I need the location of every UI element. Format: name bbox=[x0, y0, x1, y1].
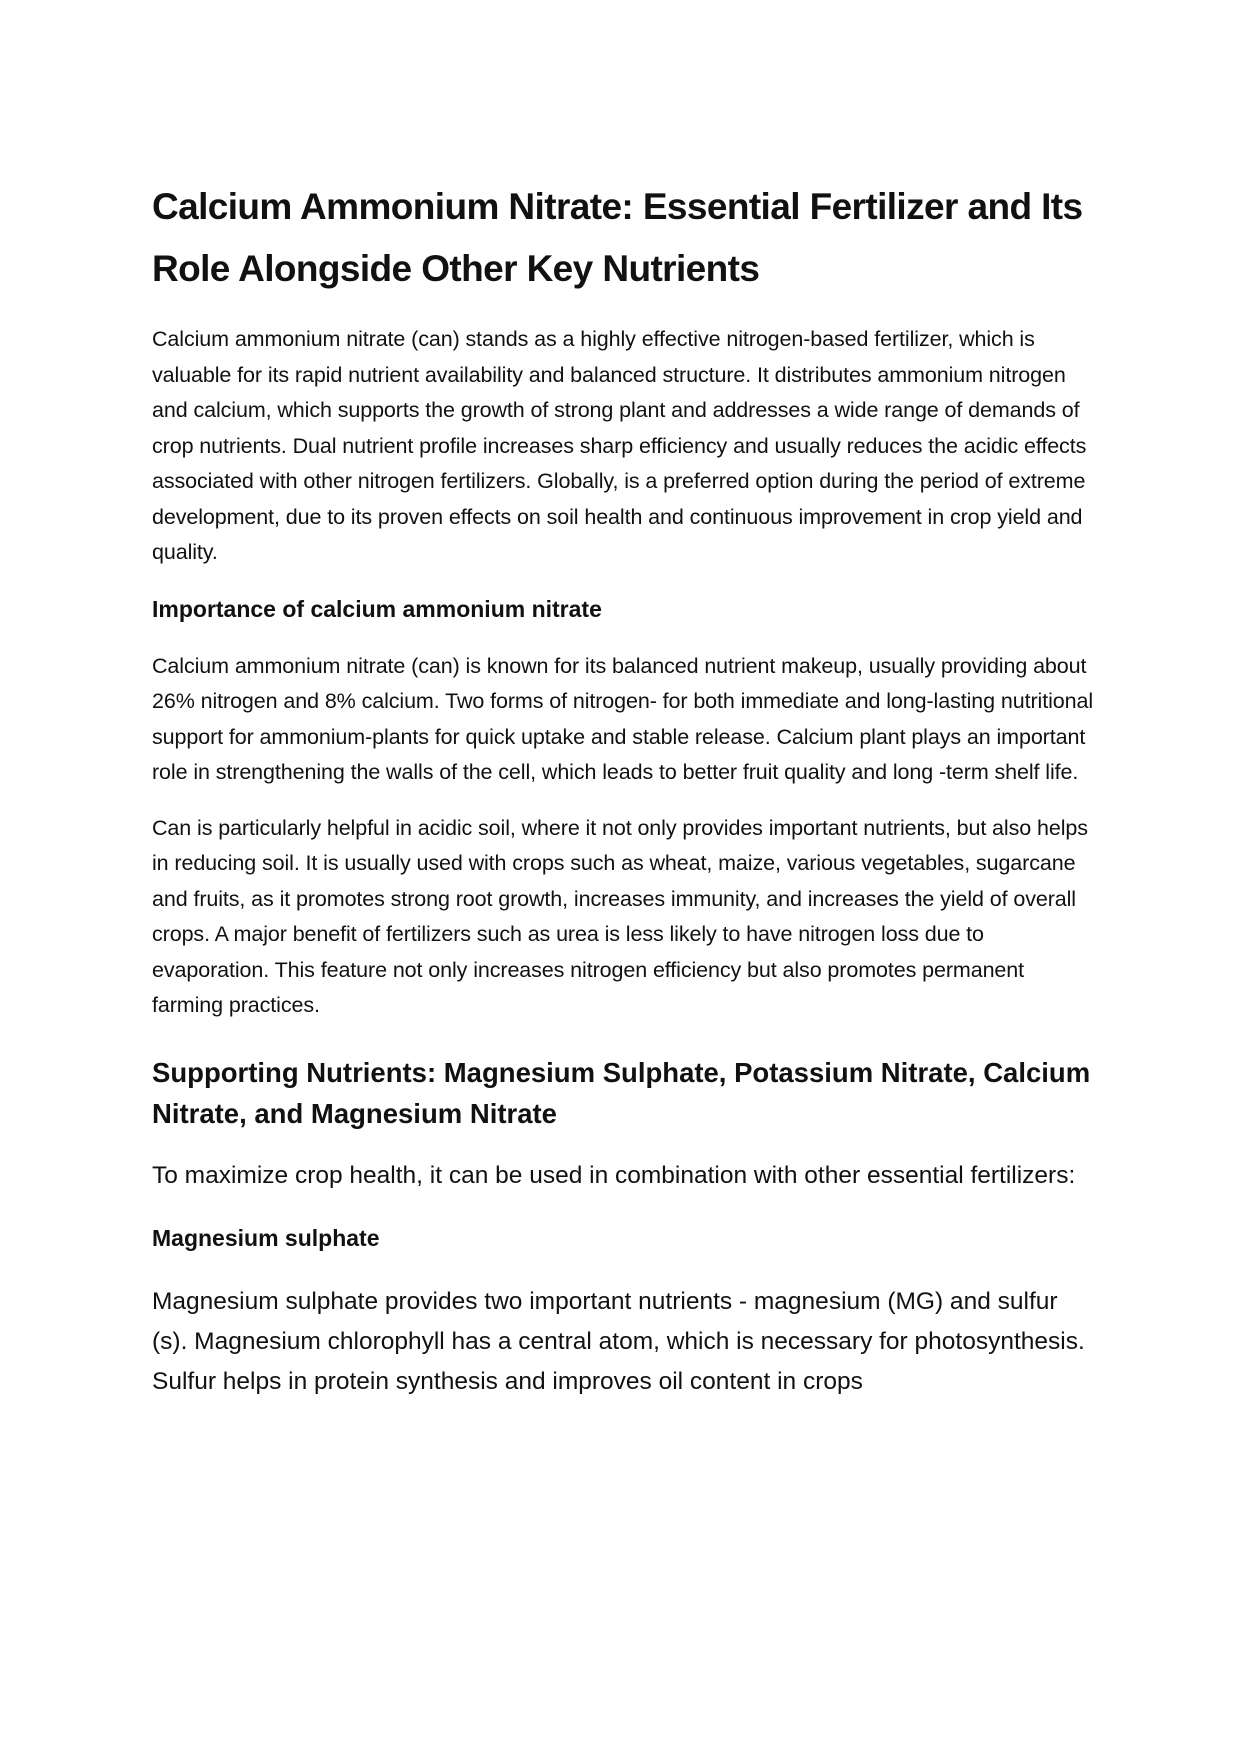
importance-paragraph-2: Can is particularly helpful in acidic soil, where it not only provides important nutrients, but also helps in reducing soil. It is usually used with crops such as wheat, maize, various vegetables, sugarcane and fruits, as it promotes strong root growth, increases immunity, and increases the yield of overall crops. A major benefit of fertilizers such as urea is less likely to have nitrogen loss due to evaporation. This feature not only increases nitrogen efficiency but also promotes permanent farming practices. bbox=[152, 815, 1088, 1017]
intro-paragraph: Calcium ammonium nitrate (can) stands as a highly effective nitrogen-based fertilizer, which is valuable for its rapid nutrient availability and balanced structure. It distributes ammonium nitrogen and calcium, which supports the growth of strong plant and addresses a wide range of demands of crop nutrients. Dual nutrient profile increases sharp efficiency and usually reduces the acidic effects associated with other nitrogen fertilizers. Globally, is a preferred option during the period of extreme development, due to its proven effects on soil health and continuous improvement in crop yield and quality. bbox=[152, 327, 1087, 564]
magnesium-sulphate-paragraph: Magnesium sulphate provides two important nutrients - magnesium (MG) and sulfur (s). Magnesium chlorophyll has a central atom, which is necessary for photosynthesis. Sulfur helps in protein synthesis and improves oil content in crops bbox=[152, 1287, 1085, 1395]
supporting-nutrients-intro: To maximize crop health, it can be used in combination with other essential fertilizers: bbox=[152, 1161, 1076, 1189]
magnesium-sulphate-heading: Magnesium sulphate bbox=[152, 1224, 380, 1251]
supporting-nutrients-heading: Supporting Nutrients: Magnesium Sulphate, Potassium Nitrate, Calcium Nitrate, and Magnesium Nitrate bbox=[152, 1056, 1091, 1129]
document-title: Calcium Ammonium Nitrate: Essential Fertilizer and Its Role Alongside Other Key Nutrients bbox=[152, 186, 1083, 289]
importance-heading: Importance of calcium ammonium nitrate bbox=[152, 595, 602, 622]
importance-paragraph-1: Calcium ammonium nitrate (can) is known for its balanced nutrient makeup, usually providing about 26% nitrogen and 8% calcium. Two forms of nitrogen- for both immediate and long-lasting nutritional support for ammonium-plants for quick uptake and stable release. Calcium plant plays an important role in strengthening the walls of the cell, which leads to better fruit quality and long -term shelf life. bbox=[152, 653, 1093, 784]
document-page bbox=[152, 176, 1097, 1402]
